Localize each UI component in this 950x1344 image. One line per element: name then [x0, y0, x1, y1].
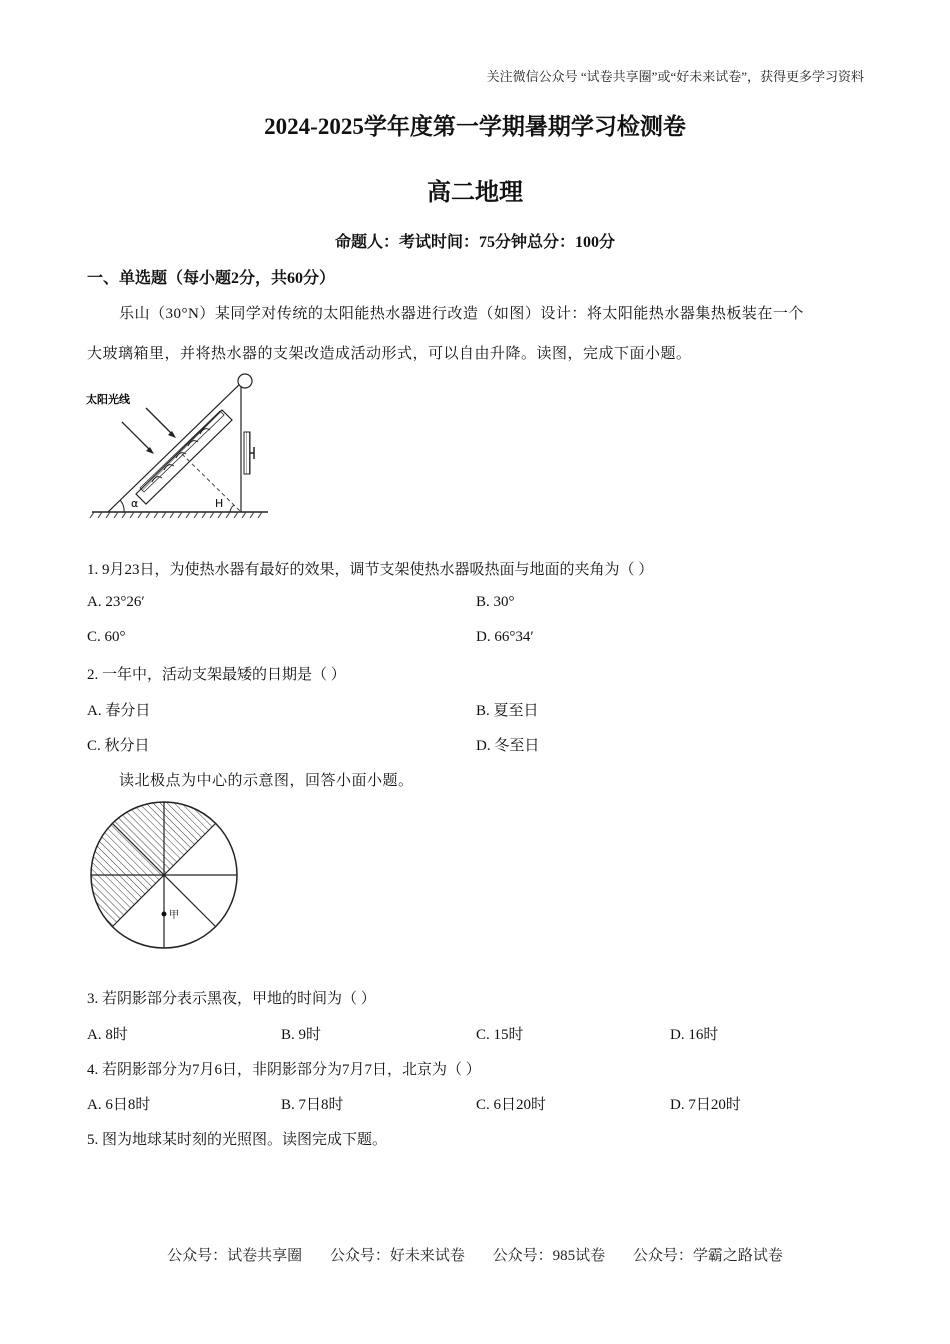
ground-hatch — [90, 512, 262, 518]
exam-meta: 命题人：考试时间：75分钟总分：100分 — [334, 234, 615, 251]
footer-item-1: 公众号：试卷共享圈 — [167, 1248, 303, 1264]
q1-option-a[interactable]: A. 23°26′ — [87, 594, 145, 610]
q3-stem: 3. 若阴影部分表示黑夜，甲地的时间为（ ） — [87, 991, 376, 1007]
solar-heater-figure — [84, 370, 274, 520]
q2-option-d[interactable]: D. 冬至日 — [476, 738, 540, 754]
polar-view-figure — [86, 800, 242, 950]
pulley-circle — [238, 374, 252, 388]
q3-option-a[interactable]: A. 8时 — [87, 1027, 128, 1043]
intro2-paragraph: 读北极点为中心的示意图，回答小面小题。 — [119, 773, 414, 789]
q1-option-d[interactable]: D. 66°34′ — [476, 629, 534, 645]
q2-option-c[interactable]: C. 秋分日 — [87, 738, 150, 754]
q4-option-a[interactable]: A. 6日8时 — [87, 1097, 151, 1113]
point-jia — [162, 912, 167, 917]
sun-ray-arrows — [122, 408, 176, 454]
footer — [0, 1244, 950, 1265]
collector-panel — [136, 410, 232, 504]
q4-option-b[interactable]: B. 7日8时 — [281, 1097, 344, 1113]
q1-option-c[interactable]: C. 60° — [87, 629, 126, 645]
point-jia-label: 甲 — [169, 910, 179, 921]
header-note: 关注微信公众号 “试卷共享圈”或“好未来试卷”，获得更多学习资料 — [486, 69, 864, 84]
q4-option-c[interactable]: C. 6日20时 — [476, 1097, 547, 1113]
alpha-label: α — [131, 497, 139, 510]
q2-option-b[interactable]: B. 夏至日 — [476, 703, 539, 719]
footer-item-3: 公众号：985试卷 — [492, 1248, 606, 1264]
q4-option-d[interactable]: D. 7日20时 — [670, 1097, 741, 1113]
h-label: H — [215, 497, 224, 510]
page-subtitle: 高二地理 — [427, 180, 523, 206]
section-heading: 一、单选题（每小题2分，共60分） — [87, 270, 336, 287]
footer-item-2: 公众号：好未来试卷 — [329, 1248, 465, 1264]
q4-stem: 4. 若阴影部分为7月6日，非阴影部分为7月7日，北京为（ ） — [87, 1062, 481, 1078]
q3-option-d[interactable]: D. 16时 — [670, 1027, 719, 1043]
wall-bracket — [244, 432, 250, 474]
meridian-lines — [91, 802, 237, 948]
q1-stem: 1. 9月23日，为使热水器有最好的效果，调节支架使热水器吸热面与地面的夹角为（ ） — [87, 562, 654, 578]
q5-stem: 5. 图为地球某时刻的光照图。读图完成下题。 — [87, 1132, 388, 1148]
dashed-line — [182, 454, 241, 512]
sun-ray-label: 太阳光线 — [86, 393, 130, 406]
q2-stem: 2. 一年中，活动支架最矮的日期是（ ） — [87, 667, 346, 683]
q3-option-b[interactable]: B. 9时 — [281, 1027, 322, 1043]
q3-option-c[interactable]: C. 15时 — [476, 1027, 524, 1043]
page-title: 2024-2025学年度第一学期暑期学习检测卷 — [264, 114, 686, 139]
intro-paragraph-line2: 大玻璃箱里，并将热水器的支架改造成活动形式，可以自由升降。读图，完成下面小题。 — [87, 346, 692, 362]
q2-option-a[interactable]: A. 春分日 — [87, 703, 151, 719]
q1-option-b[interactable]: B. 30° — [476, 594, 515, 610]
footer-item-4: 公众号：学霸之路试卷 — [632, 1248, 783, 1264]
intro-paragraph-line1: 乐山（30°N）某同学对传统的太阳能热水器进行改造（如图）设计：将太阳能热水器集热板装在一个 — [119, 306, 804, 322]
